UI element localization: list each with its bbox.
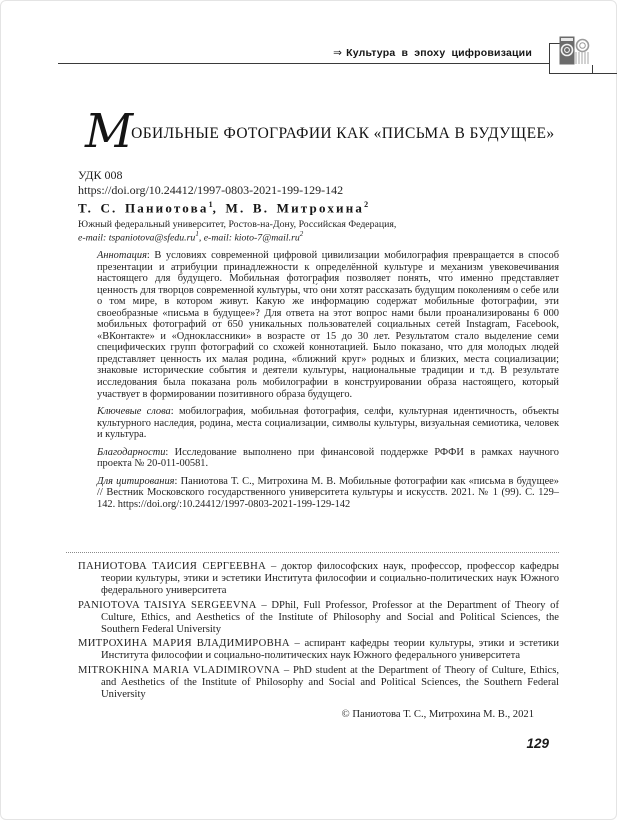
title-text: ОБИЛЬНЫЕ ФОТОГРАФИИ КАК «ПИСЬМА В БУДУЩЕЕ»: [131, 125, 555, 142]
bio-mitrokhina-en: [78, 665, 559, 701]
bio-name: MITROKHINA MARIA VLADIMIROVNA: [78, 665, 281, 677]
abstract-paragraph: [97, 250, 559, 400]
authors-line: [78, 200, 368, 216]
author-2-email: , e-mail: kioto-7@mail.ru: [198, 232, 300, 244]
author-2-name: М. В. Митрохина: [225, 200, 365, 216]
keywords-paragraph: [97, 406, 559, 441]
citation-label: Для цитирования: [97, 475, 175, 487]
abstract-text: : В условиях современной цифровой цивилизации мобилография превращается в способ презентации и атрибуции принадлежности к определённой культуре и механизм увековечивания настоящего для будущего. Мобильная фотография позволяет понять, что́ именно представляет ценность для творцов современной культуры, что́ они хотят рассказать будущим поколениям о себе или о том мире, в котором живут. Какую же информацию содержат мобильные фотографии, эти своеобразные «письма в будущее»? Для ответа на этот вопрос нами были проанализированы 6 000 мобильных фотографий от 650 уникальных пользователей социальных сетей Instagram, Facebook, «ВКонтакте» и «Одноклассники» в возрасте от 15 до 30 лет. Результатом стало выделение семи специфических групп фотографий со схожей коннотацией. Было показано, что для молодых людей представляет ценность их малая родина, «ближний круг» родных и близких, места социализации; знаковые исторические события и деятели культуры, национальные традиции и т.д. В результате исследования была показана роль мобилографии в конструировании образа настоящего, который участвует в формировании позитивного образа будущего.: [97, 250, 559, 400]
acknowledgments-text: : Исследование выполнено при финансовой поддержке РФФИ в рамках научного проекта № 20-011-00581.: [97, 446, 559, 470]
annotation-block: [97, 250, 559, 516]
author-1-email: e-mail: tspaniotova@sfedu.ru: [78, 232, 196, 244]
article-title: [85, 104, 575, 159]
title-drop-cap: М: [85, 104, 132, 159]
udk-code: УДК 008: [78, 168, 123, 182]
citation-text: : Паниотова Т. С., Митрохина М. В. Мобильные фотографии как «письма в будущее» // Вестник Московского государственного университета культуры и искусств. 2021. № 1 (99). С. 129–142. https://doi.org/:10.24412/1997-0803-2021-199-129-142: [97, 475, 559, 510]
bio-text: – PhD student at the Department of Theory of Culture, Ethics, and Aesthetics of the Institute of Philosophy and Social and Political Sciences, the Southern Federal University: [101, 665, 559, 701]
author-bios: [78, 561, 559, 704]
bio-paniotova-ru: [78, 561, 559, 597]
authors-separator: ,: [212, 200, 226, 216]
email-2-superscript: 2: [299, 230, 304, 238]
authors-emails: [78, 230, 303, 243]
bio-text: – доктор философских наук, профессор, профессор кафедры теории культуры, этики и эстетики Института философии и социально-политических наук Южного федерального университета: [101, 561, 559, 596]
bio-name: МИТРОХИНА МАРИЯ ВЛАДИМИРОВНА: [78, 638, 290, 650]
author-2-superscript: 2: [364, 200, 369, 209]
citation-paragraph: [97, 476, 559, 511]
keywords-label: Ключевые слова: [97, 406, 171, 418]
doi-link[interactable]: https://doi.org/10.24412/1997-0803-2021-199-129-142: [78, 183, 344, 197]
copyright: © Паниотова Т. С., Митрохина М. В., 2021: [341, 709, 534, 720]
ornament-bracket-line: [549, 73, 617, 74]
ornament-bracket-line: [549, 43, 550, 74]
author-1-superscript: 1: [208, 200, 213, 209]
section-title: Культура в эпоху цифровизации: [346, 47, 532, 59]
author-1-name: Т. С. Паниотова: [78, 200, 209, 216]
dotted-separator: [66, 552, 559, 553]
ionic-capital-icon: [559, 36, 591, 65]
bio-mitrokhina-ru: [78, 638, 559, 662]
email-1-superscript: 1: [195, 230, 199, 238]
keywords-text: : мобилография, мобильная фотография, селфи, культурная идентичность, объекты культурного наследия, родина, места социализации, символы культуры, визуальная семиотика, человек и культура.: [97, 406, 560, 441]
abstract-label: Аннотация: [97, 250, 147, 261]
running-head: [333, 47, 532, 59]
affiliation: Южный федеральный университет, Ростов-на-Дону, Российская Федерация,: [78, 219, 397, 230]
bio-paniotova-en: [78, 600, 559, 636]
bio-name: ПАНИОТОВА ТАИСИЯ СЕРГЕЕВНА: [78, 561, 267, 572]
bio-text: – аспирант кафедры теории культуры, этики и эстетики Института философии и социально-политических наук Южного федерального университета: [101, 638, 559, 662]
acknowledgments-paragraph: [97, 447, 559, 470]
page-number: 129: [526, 736, 549, 751]
arrow-icon: ⇒: [333, 47, 343, 59]
bio-name: PANIOTOVA TAISIYA SERGEEVNA: [78, 599, 257, 611]
header-rule: [58, 63, 549, 64]
bio-text: – DPhil, Full Professor, Professor at the Department of Theory of Culture, Ethics, and Aesthetics of the Institute of Philosophy and Social and Political Sciences, the Southern Federal University: [101, 599, 559, 635]
acknowledgments-label: Благодарности: [97, 446, 166, 458]
